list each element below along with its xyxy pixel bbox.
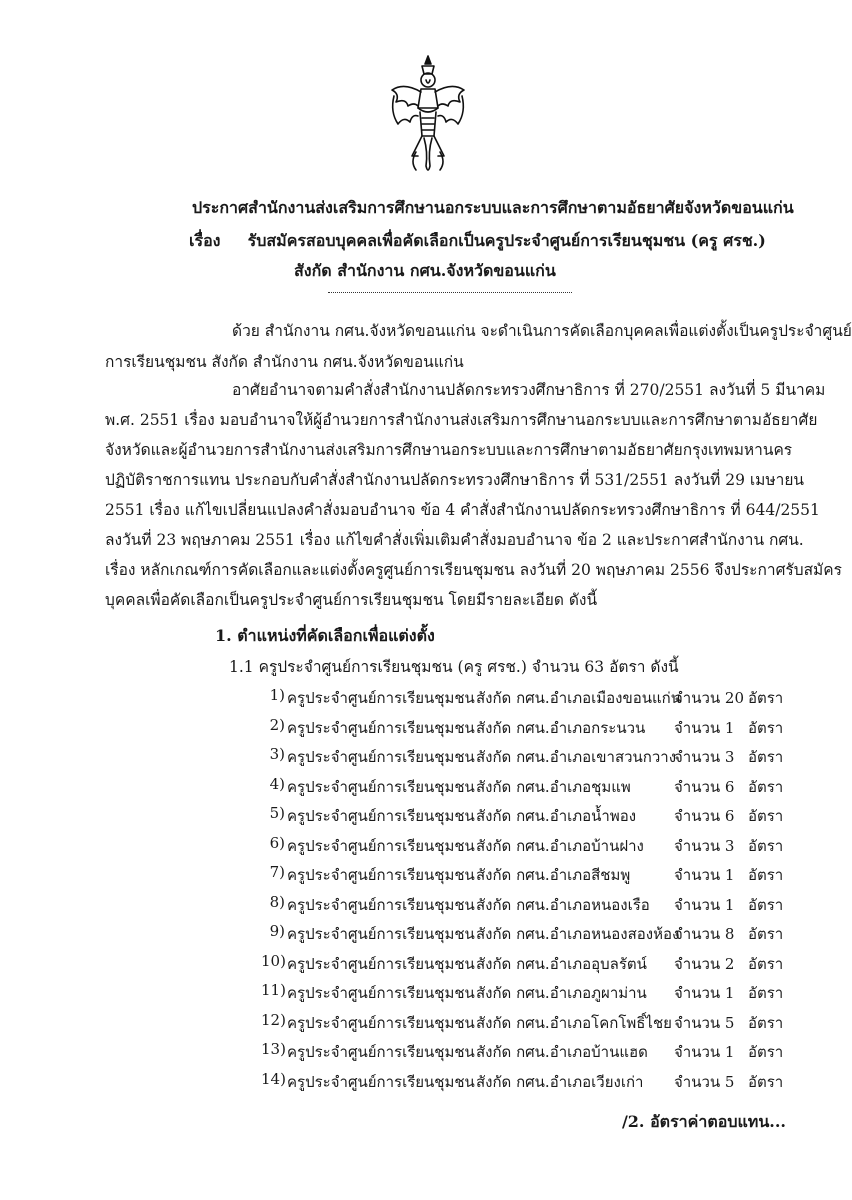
position-title: ครูประจำศูนย์การเรียนชุมชน (287, 1072, 475, 1091)
paragraph-2-line-6: ลงวันที่ 23 พฤษภาคม 2551 เรื่อง แก้ไขคำสั่งเพิ่มเติมคำสั่งมอบอำนาจ ข้อ 2 และประกาศสำนักงาน กศน. (105, 531, 804, 549)
position-unit: อัตรา (748, 748, 784, 766)
position-affiliation: สังกัด กศน.อำเภอเวียงเก่า (476, 1072, 644, 1091)
position-count: จำนวน 1 (674, 718, 735, 737)
position-row (261, 981, 793, 1005)
position-affiliation: สังกัด กศน.อำเภอโคกโพธิ์ไชย (476, 1013, 672, 1032)
position-count: จำนวน 1 (674, 1043, 735, 1061)
position-unit: อัตรา (748, 1043, 784, 1061)
position-unit: อัตรา (748, 895, 784, 914)
announcement-affiliation: สังกัด สำนักงาน กศน.จังหวัดขอนแก่น (294, 261, 556, 280)
position-count: จำนวน 6 (674, 777, 735, 796)
position-row (261, 745, 793, 769)
paragraph-2-line-7: เรื่อง หลักเกณฑ์การคัดเลือกและแต่งตั้งครูศูนย์การเรียนชุมชน ลงวันที่ 20 พฤษภาคม 2556 จึงประกาศรับสมัคร (105, 561, 842, 579)
position-count: จำนวน 1 (674, 895, 735, 914)
position-number: 7) (269, 863, 285, 881)
position-affiliation: สังกัด กศน.อำเภอชุมแพ (476, 777, 631, 796)
position-row (261, 1011, 793, 1035)
position-number: 5) (269, 804, 285, 822)
paragraph-2-line-5: 2551 เรื่อง แก้ไขเปลี่ยนแปลงคำสั่งมอบอำนาจ ข้อ 4 คำสั่งสำนักงานปลัดกระทรวงศึกษาธิการ ที่ 644/2551 (105, 501, 820, 519)
position-row (261, 922, 793, 946)
paragraph-2-line-8: บุคคลเพื่อคัดเลือกเป็นครูประจำศูนย์การเรียนชุมชน โดยมีรายละเอียด ดังนี้ (105, 591, 598, 609)
paragraph-1-line-1: ด้วย สำนักงาน กศน.จังหวัดขอนแก่น จะดำเนินการคัดเลือกบุคคลเพื่อแต่งตั้งเป็นครูประจำศูนย์ (232, 322, 852, 340)
position-affiliation: สังกัด กศน.อำเภอภูผาม่าน (476, 984, 647, 1002)
section-1-1-heading: 1.1 ครูประจำศูนย์การเรียนชุมชน (ครู ศรช.) จำนวน 63 อัตรา ดังนี้ (229, 658, 679, 676)
announcement-subject (189, 229, 789, 254)
position-count: จำนวน 2 (674, 954, 735, 973)
continuation-note: /2. อัตราค่าตอบแทน... (621, 1112, 786, 1131)
position-number: 11) (261, 981, 286, 999)
position-affiliation: สังกัด กศน.อำเภอน้ำพอง (476, 807, 637, 825)
position-row (261, 1040, 793, 1064)
position-affiliation: สังกัด กศน.อำเภอกระนวน (476, 718, 646, 737)
position-unit: อัตรา (748, 1013, 784, 1032)
position-number: 4) (269, 774, 285, 793)
position-affiliation: สังกัด กศน.อำเภอหนองสองห้อง (476, 925, 680, 943)
position-affiliation: สังกัด กศน.อำเภอหนองเรือ (476, 895, 650, 914)
position-number: 6) (269, 833, 285, 852)
position-affiliation: สังกัด กศน.อำเภอสีชมพู (476, 866, 631, 884)
subject-label: เรื่อง (189, 231, 221, 250)
position-unit: อัตรา (748, 866, 784, 884)
position-number: 10) (261, 951, 286, 970)
position-count: จำนวน 6 (674, 807, 735, 825)
paragraph-2-line-4: ปฏิบัติราชการแทน ประกอบกับคำสั่งสำนักงานปลัดกระทรวงศึกษาธิการ ที่ 531/2551 ลงวันที่ 29 เมษายน (105, 471, 804, 489)
position-affiliation: สังกัด กศน.อำเภอบ้านฝาง (476, 836, 644, 855)
position-affiliation: สังกัด กศน.อำเภออุบลรัตน์ (476, 954, 647, 973)
position-unit: อัตรา (748, 807, 784, 825)
position-unit: อัตรา (748, 836, 784, 855)
paragraph-2-line-1: อาศัยอำนาจตามคำสั่งสำนักงานปลัดกระทรวงศึกษาธิการ ที่ 270/2551 ลงวันที่ 5 มีนาคม (232, 381, 826, 399)
position-title: ครูประจำศูนย์การเรียนชุมชน (287, 1043, 475, 1061)
paragraph-1-line-2: การเรียนชุมชน สังกัด สำนักงาน กศน.จังหวัดขอนแก่น (105, 353, 464, 371)
position-row (261, 863, 793, 887)
position-count: จำนวน 1 (674, 984, 735, 1002)
section-1-title: 1. ตำแหน่งที่คัดเลือกเพื่อแต่งตั้ง (215, 626, 435, 645)
position-unit: อัตรา (748, 718, 784, 737)
position-count: จำนวน 8 (674, 925, 735, 943)
position-affiliation: สังกัด กศน.อำเภอเขาสวนกวาง (476, 748, 677, 766)
position-row (261, 804, 793, 828)
position-title: ครูประจำศูนย์การเรียนชุมชน (287, 689, 475, 707)
position-unit: อัตรา (748, 984, 784, 1002)
position-title: ครูประจำศูนย์การเรียนชุมชน (287, 895, 475, 914)
position-count: จำนวน 3 (674, 748, 735, 766)
position-count: จำนวน 3 (674, 836, 735, 855)
position-number: 13) (261, 1040, 286, 1058)
position-row (261, 686, 793, 710)
garuda-emblem-icon (386, 52, 470, 180)
position-count: จำนวน 20 (674, 689, 744, 707)
position-title: ครูประจำศูนย์การเรียนชุมชน (287, 777, 475, 796)
position-title: ครูประจำศูนย์การเรียนชุมชน (287, 954, 475, 973)
position-title: ครูประจำศูนย์การเรียนชุมชน (287, 748, 475, 766)
position-number: 1) (269, 686, 285, 704)
position-title: ครูประจำศูนย์การเรียนชุมชน (287, 836, 475, 855)
position-count: จำนวน 5 (674, 1013, 735, 1032)
position-number: 14) (261, 1069, 286, 1088)
position-unit: อัตรา (748, 777, 784, 796)
position-unit: อัตรา (748, 689, 784, 707)
position-row (261, 1070, 793, 1094)
position-title: ครูประจำศูนย์การเรียนชุมชน (287, 718, 475, 737)
paragraph-2-line-3: จังหวัดและผู้อำนวยการสำนักงานส่งเสริมการศึกษานอกระบบและการศึกษาตามอัธยาศัยกรุงเทพมหานคร (105, 441, 793, 459)
paragraph-2-line-2: พ.ศ. 2551 เรื่อง มอบอำนาจให้ผู้อำนวยการสำนักงานส่งเสริมการศึกษานอกระบบและการศึกษาตามอัธยาศัย (105, 411, 818, 429)
position-unit: อัตรา (748, 954, 784, 973)
position-row (261, 893, 793, 917)
position-title: ครูประจำศูนย์การเรียนชุมชน (287, 807, 475, 825)
subject-text: รับสมัครสอบบุคคลเพื่อคัดเลือกเป็นครูประจำศูนย์การเรียนชุมชน (ครู ศรช.) (247, 231, 766, 250)
position-affiliation: สังกัด กศน.อำเภอบ้านแฮด (476, 1043, 648, 1061)
position-title: ครูประจำศูนย์การเรียนชุมชน (287, 925, 475, 943)
announcement-title: ประกาศสำนักงานส่งเสริมการศึกษานอกระบบและการศึกษาตามอัธยาศัยจังหวัดขอนแก่น (192, 198, 794, 217)
position-count: จำนวน 1 (674, 866, 735, 884)
position-number: 8) (269, 892, 285, 911)
position-row (261, 834, 793, 858)
position-number: 2) (269, 715, 285, 734)
position-unit: อัตรา (748, 1072, 784, 1091)
position-affiliation: สังกัด กศน.อำเภอเมืองขอนแก่น (476, 689, 682, 707)
position-unit: อัตรา (748, 925, 784, 943)
position-number: 12) (261, 1010, 286, 1029)
header-divider (328, 292, 572, 293)
position-count: จำนวน 5 (674, 1072, 735, 1091)
position-row (261, 952, 793, 976)
position-row (261, 775, 793, 799)
position-title: ครูประจำศูนย์การเรียนชุมชน (287, 1013, 475, 1032)
position-title: ครูประจำศูนย์การเรียนชุมชน (287, 866, 475, 884)
position-number: 3) (269, 745, 285, 763)
position-title: ครูประจำศูนย์การเรียนชุมชน (287, 984, 475, 1002)
position-number: 9) (269, 922, 285, 940)
position-row (261, 716, 793, 740)
